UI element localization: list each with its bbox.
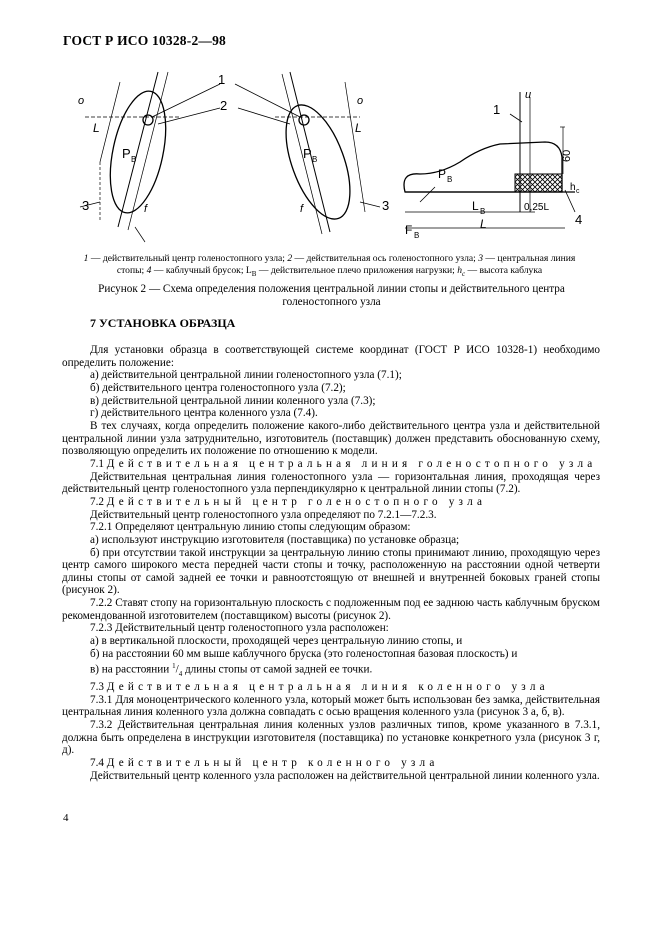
label-3-left: 3 — [82, 198, 90, 213]
label-60: 60 — [561, 149, 573, 162]
figure-labels — [78, 72, 582, 240]
paragraph: Действительная центральная линия голеностопного узла — горизонтальная линия, проходящая через действительный центр голеностопного узла перпендикулярно к центральной линии стопы (7.2). — [62, 470, 600, 496]
label-fb: F — [405, 223, 413, 237]
paragraph: В тех случаях, когда определить положение какого-либо действительного центра узла и действительной центральной линии узла затруднительно, изготовитель (поставщик) должен представить обоснованную схему, позволяющую определить их положение по отношению к модели. — [62, 419, 600, 458]
label-hc: h — [570, 182, 576, 193]
heel-block — [515, 174, 562, 192]
label-pb-left-sub: B — [131, 155, 137, 164]
subsection-heading-7-1: 7.1 Действительная центральная линия голеностопного узла — [90, 457, 597, 470]
list-item: б) при отсутствии такой инструкции за центральную линию стопы принимают линию, проходящую через центр самого широкого места передней части стопы и точку, расположенную на расстоянии одной четверти длины стопы от самой задней ее точки и равноотстоящую от внешней и внутренней боковых граней стопы (рисунок 2). — [62, 546, 600, 597]
label-l-left: L — [93, 121, 100, 135]
figure-legend: 1 — действительный центр голеностопного узла; 2 — действительная ось голеностопного узла; 3 — центральная линия стопы; 4 — каблучный брусок; $L_B$ — действительное плечо приложения нагрузки; $h_c$ — высота каблука — [83, 253, 576, 278]
body-text — [62, 344, 600, 782]
label-l: L — [480, 217, 487, 231]
label-2: 2 — [220, 98, 228, 113]
list-item: б) действительного центра голеностопного узла (7.2); — [90, 381, 346, 394]
list-item: в) действительной центральной линии коленного узла (7.3); — [90, 394, 376, 407]
label-pb-side: P — [438, 167, 447, 181]
label-lb-sub: B — [480, 207, 486, 216]
subsection-heading-7-2: 7.2 Действительный центр голеностопного узла — [90, 495, 487, 508]
label-f-right: f — [300, 203, 304, 215]
list-item: а) используют инструкцию изготовителя (поставщика) по установке образца; — [90, 533, 460, 546]
list-item: г) действительного центра коленного узла (7.4). — [90, 407, 318, 420]
figure-2 — [60, 62, 620, 252]
label-pb-right-sub: B — [312, 155, 318, 164]
label-fb-sub: B — [414, 231, 420, 240]
label-1: 1 — [218, 72, 226, 87]
label-o-left: o — [78, 95, 85, 107]
label-l-right: L — [355, 121, 362, 135]
paragraph: 7.2.1 Определяют центральную линию стопы следующим образом: — [90, 521, 411, 534]
subsection-heading-7-3: 7.3 Действительная центральная линия коленного узла — [90, 681, 549, 694]
right-foot-outline — [273, 72, 380, 234]
list-item: б) на расстоянии 60 мм выше каблучного бруска (это голеностопная базовая плоскость) и — [90, 647, 518, 660]
paragraph: 7.2.2 Ставят стопу на горизонтальную плоскость с подложенным под ее заднюю часть каблучным бруском рекомендованной изготовителем (поставщиком) высоты (рисунок 2). — [62, 597, 600, 622]
paragraph: Для установки образца в соответствующей системе координат (ГОСТ Р ИСО 10328-1) необходимо определить положение: — [62, 344, 600, 369]
label-3-right: 3 — [382, 198, 390, 213]
label-o-right: o — [357, 95, 364, 107]
paragraph: 7.3.2 Действительная центральная линия коленных узлов различных типов, кроме указанного в 7.3.1, должна быть определена в инструкции изготовителя (поставщика) по установке конкретного узла (рисунок 3 г, д). — [62, 719, 600, 757]
side-view-foot — [404, 92, 575, 228]
label-f-left: f — [144, 203, 148, 215]
paragraph: Действительный центр коленного узла расположен на действительной центральной линии коленного узла. — [90, 769, 600, 782]
list-item: а) в вертикальной плоскости, проходящей через центральную линию стопы, и — [90, 635, 463, 648]
label-025l: 0,25L — [524, 202, 550, 213]
label-pb-right: P — [303, 146, 312, 161]
figure-2-drawing — [60, 62, 620, 252]
figure-caption: Рисунок 2 — Схема определения положения центральной линии стопы и действительного центра голеностопного узла — [98, 283, 565, 308]
document-header: ГОСТ Р ИСО 10328-2—98 — [63, 33, 226, 48]
list-item: а) действительной центральной линии голеностопного узла (7.1); — [90, 369, 402, 382]
label-pb-left: P — [122, 146, 131, 161]
page-number: 4 — [63, 812, 69, 824]
section-heading: 7 УСТАНОВКА ОБРАЗЦА — [90, 316, 236, 330]
paragraph: 7.2.3 Действительный центр голеностопного узла расположен: — [90, 622, 389, 635]
label-pb-side-sub: B — [447, 175, 453, 184]
label-hc-sub: c — [576, 188, 580, 195]
subsection-heading-7-4: 7.4 Действительный центр коленного узла — [90, 756, 439, 769]
paragraph: Действительный центр голеностопного узла определяют по 7.2.1—7.2.3. — [90, 508, 437, 521]
label-1-side: 1 — [493, 102, 501, 117]
list-item: в) на расстоянии $^1/_4$ длины стопы от самой задней ее точки. — [90, 662, 373, 679]
label-lb: L — [472, 199, 479, 213]
label-4: 4 — [575, 212, 583, 227]
label-u: u — [525, 89, 532, 101]
paragraph: 7.3.1 Для моноцентрического коленного узла, который может быть использован без замка, действительная центральная линия коленного узла должна совпадать с осью вращения коленного узла (рисунок 3 а, б, в). — [62, 693, 600, 719]
